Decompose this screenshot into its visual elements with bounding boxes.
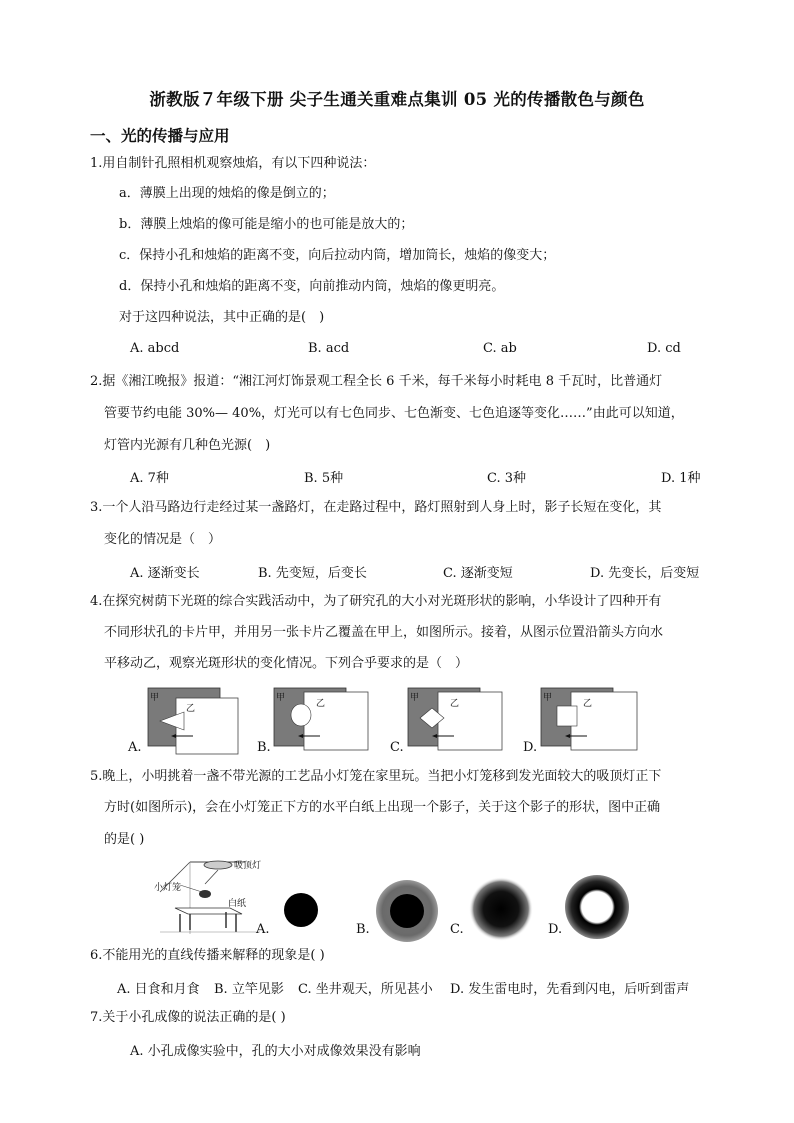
q3-line-1: 3.一个人沿马路边行走经过某一盏路灯，在走路过程中，路灯照射到人身上时，影子长短在变化，其 — [90, 500, 662, 515]
q4-line-3: 平移动乙，观察光斑形状的变化情况。下列合乎要求的是（ ） — [104, 656, 469, 671]
q1-statement-d: d．保持小孔和烛焰的距离不变，向前推动内筒，烛焰的像更明亮。 — [119, 279, 505, 294]
q1-option-c: C. ab — [483, 341, 517, 356]
q4-figure-c — [390, 684, 510, 756]
q2-option-b: B. 5种 — [304, 471, 344, 486]
q5-scene-figure — [150, 852, 270, 936]
q1-statement-b: b．薄膜上烛焰的像可能是缩小的也可能是放大的； — [119, 217, 414, 232]
q1-stem: 1.用自制针孔照相机观察烛焰，有以下四种说法： — [90, 156, 376, 171]
q5-shadow-c — [468, 876, 534, 942]
q5-shadow-d — [564, 874, 630, 940]
q2-line-3: 灯管内光源有几种色光源( ) — [104, 438, 271, 453]
q4-figure-a — [128, 684, 248, 756]
q1-option-b: B. acd — [308, 341, 350, 356]
q5-option-b: B. — [356, 922, 370, 937]
q6-option-d: D. 发生雷电时，先看到闪电，后听到雷声 — [450, 982, 690, 997]
q5-option-d: D. — [548, 922, 563, 937]
q5-shadow-b — [374, 878, 440, 944]
q3-line-2: 变化的情况是（ ） — [104, 532, 222, 547]
page-title: 浙教版７年级下册 尖子生通关重难点集训 05 光的传播散色与颜色 — [149, 90, 645, 109]
q3-option-c: C. 逐渐变短 — [443, 566, 513, 581]
q4-line-1: 4.在探究树荫下光斑的综合实践活动中，为了研究孔的大小对光斑形状的影响，小华设计了四种开有 — [90, 594, 662, 609]
q6-option-c: C. 坐井观天，所见甚小 — [298, 982, 433, 997]
q5-option-a: A. — [256, 922, 270, 937]
q7-option-a: A. 小孔成像实验中，孔的大小对成像效果没有影响 — [130, 1044, 421, 1059]
q6-option-a: A. 日食和月食 — [117, 982, 200, 997]
q1-question: 对于这四种说法，其中正确的是( ) — [119, 310, 325, 325]
q6-stem: 6.不能用光的直线传播来解释的现象是( ) — [90, 948, 325, 963]
q5-line-2: 方时(如图所示)，会在小灯笼正下方的水平白纸上出现一个影子，关于这个影子的形状，图中正确 — [104, 800, 661, 815]
q2-line-1: 2.据《湘江晚报》报道：“湘江河灯饰景观工程全长 6 千米，每千米每小时耗电 8 千瓦时，比普通灯 — [90, 374, 663, 389]
q1-option-a: A. abcd — [130, 341, 180, 356]
q4-figure-b — [258, 684, 378, 756]
lantern-label: 小灯笼 — [154, 883, 182, 893]
card-a-label: 甲 — [410, 693, 420, 703]
q5-option-c: C. — [450, 922, 464, 937]
q4-option-a: A. — [128, 740, 142, 755]
card-a-label: 甲 — [543, 693, 553, 703]
q3-option-a: A. 逐渐变长 — [130, 566, 200, 581]
q5-line-3: 的是( ) — [104, 832, 145, 847]
card-b-label: 乙 — [186, 704, 196, 714]
q2-option-d: D. 1种 — [661, 471, 701, 486]
q2-option-a: A. 7种 — [130, 471, 169, 486]
q1-statement-a: a．薄膜上出现的烛焰的像是倒立的； — [119, 186, 335, 201]
q5-line-1: 5.晚上，小明挑着一盏不带光源的工艺品小灯笼在家里玩。当把小灯笼移到发光面较大的吸顶灯正下 — [90, 769, 662, 784]
q2-option-c: C. 3种 — [487, 471, 527, 486]
q7-stem: 7.关于小孔成像的说法正确的是( ) — [90, 1010, 286, 1025]
q4-option-d: D. — [523, 740, 538, 755]
card-b-label: 乙 — [450, 699, 460, 709]
ceiling-lamp-label: 吸顶灯 — [234, 861, 262, 871]
q1-option-d: D. cd — [647, 341, 681, 356]
q4-figure-d — [523, 684, 643, 756]
white-paper-label: 白纸 — [228, 899, 247, 909]
q4-option-b: B. — [257, 740, 271, 755]
section-heading: 一、光的传播与应用 — [90, 126, 230, 145]
card-b-label: 乙 — [583, 699, 593, 709]
q3-option-d: D. 先变长，后变短 — [590, 566, 700, 581]
q4-line-2: 不同形状孔的卡片甲，并用另一张卡片乙覆盖在甲上，如图所示。接着，从图示位置沿箭头方向水 — [104, 625, 664, 640]
q1-statement-c: c．保持小孔和烛焰的距离不变，向后拉动内筒，增加筒长，烛焰的像变大； — [119, 248, 556, 263]
card-a-label: 甲 — [150, 693, 160, 703]
card-b-label: 乙 — [316, 699, 326, 709]
q5-shadow-a — [282, 890, 322, 930]
q3-option-b: B. 先变短，后变长 — [258, 566, 367, 581]
card-a-label: 甲 — [276, 693, 286, 703]
q6-option-b: B. 立竿见影 — [214, 982, 284, 997]
q2-line-2: 管要节约电能 30%— 40%，灯光可以有七色同步、七色渐变、七色追逐等变化……”由此可以知道， — [104, 406, 684, 421]
q4-option-c: C. — [390, 740, 404, 755]
